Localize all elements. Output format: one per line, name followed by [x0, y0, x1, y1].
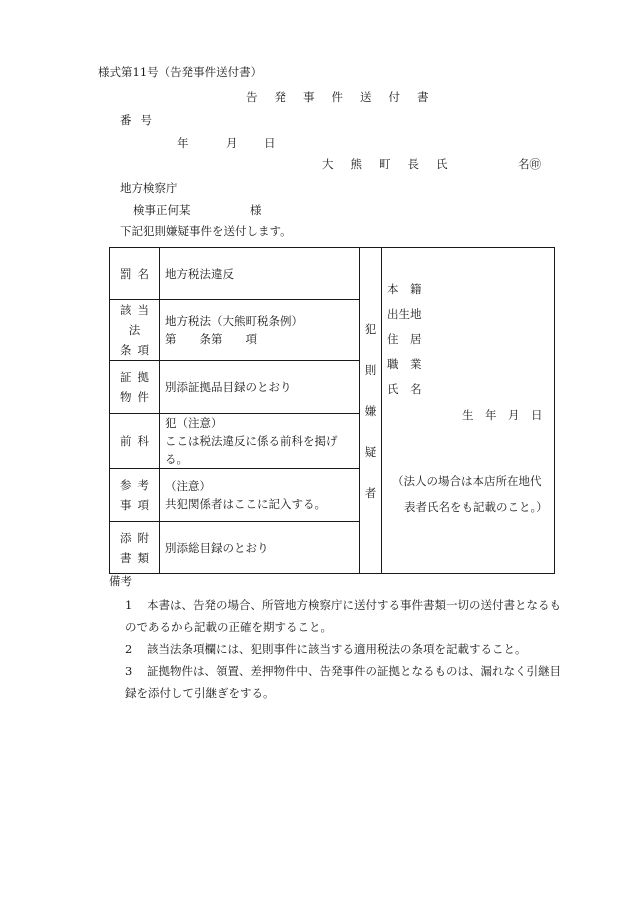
recipient-office: 地方検察庁	[120, 181, 178, 195]
corporate-note-2: 表者氏名をも記載のこと。）	[404, 500, 548, 514]
row-value: 地方税法違反	[160, 248, 360, 300]
row-label: 該当法 条項	[110, 300, 160, 361]
row-value: 別添証拠品目録のとおり	[160, 361, 360, 414]
suspect-info	[382, 248, 555, 574]
row-label: 罰名	[110, 248, 160, 300]
row-value: （注意） 共犯関係者はここに記入する。	[160, 469, 360, 522]
row-value: 犯（注意） ここは税法違反に係る前科を掲げ る。	[160, 414, 360, 469]
date-day: 日	[264, 136, 276, 150]
date-month: 月	[226, 136, 238, 150]
field-occupation: 職 業	[387, 357, 422, 371]
sender-seal: 名㊞	[518, 157, 541, 171]
note-item: 2 該当法条項欄には、犯則事件に該当する適用税法の条項を記載すること。	[125, 642, 527, 656]
number-label: 番号	[120, 113, 161, 127]
field-residence: 住 居	[387, 332, 422, 346]
row-label: 証拠 物件	[110, 361, 160, 414]
recipient-honorific: 様	[250, 203, 262, 217]
row-label: 参考 事項	[110, 469, 160, 522]
recipient-person: 検事正何某	[133, 203, 191, 217]
form-label: 様式第11号（告発事件送付書）	[98, 65, 263, 79]
row-value: 地方税法（大熊町税条例） 第 条第 項	[160, 300, 360, 361]
row-label: 添附 書類	[110, 522, 160, 574]
note-item: 1 本書は、告発の場合、所管地方検察庁に送付する事件書類一切の送付書となるものであるから記載の正確を期すること。	[125, 598, 561, 634]
field-birthplace: 出生地	[387, 307, 422, 321]
field-honseki: 本 籍	[387, 282, 422, 296]
sender-name: 大熊町長氏	[322, 157, 465, 171]
case-table	[109, 247, 555, 574]
row-label: 前科	[110, 414, 160, 469]
intro-text: 下記犯則嫌疑事件を送付します。	[120, 224, 292, 238]
date-year: 年	[177, 136, 189, 150]
field-name: 氏 名	[387, 382, 422, 396]
field-birthdate: 生 年 月 日	[462, 408, 543, 422]
notes-title: 備考	[109, 574, 132, 588]
suspect-label: 犯 則 嫌 疑 者	[360, 248, 382, 574]
corporate-note-1: （法人の場合は本店所在地代	[392, 474, 542, 488]
table-row	[110, 248, 555, 300]
note-item: 3 証拠物件は、領置、差押物件中、告発事件の証拠となるものは、漏れなく引継目録を添付して引継ぎをする。	[125, 664, 561, 700]
row-value: 別添総目録のとおり	[160, 522, 360, 574]
document-title: 告発事件送付書	[246, 90, 446, 104]
